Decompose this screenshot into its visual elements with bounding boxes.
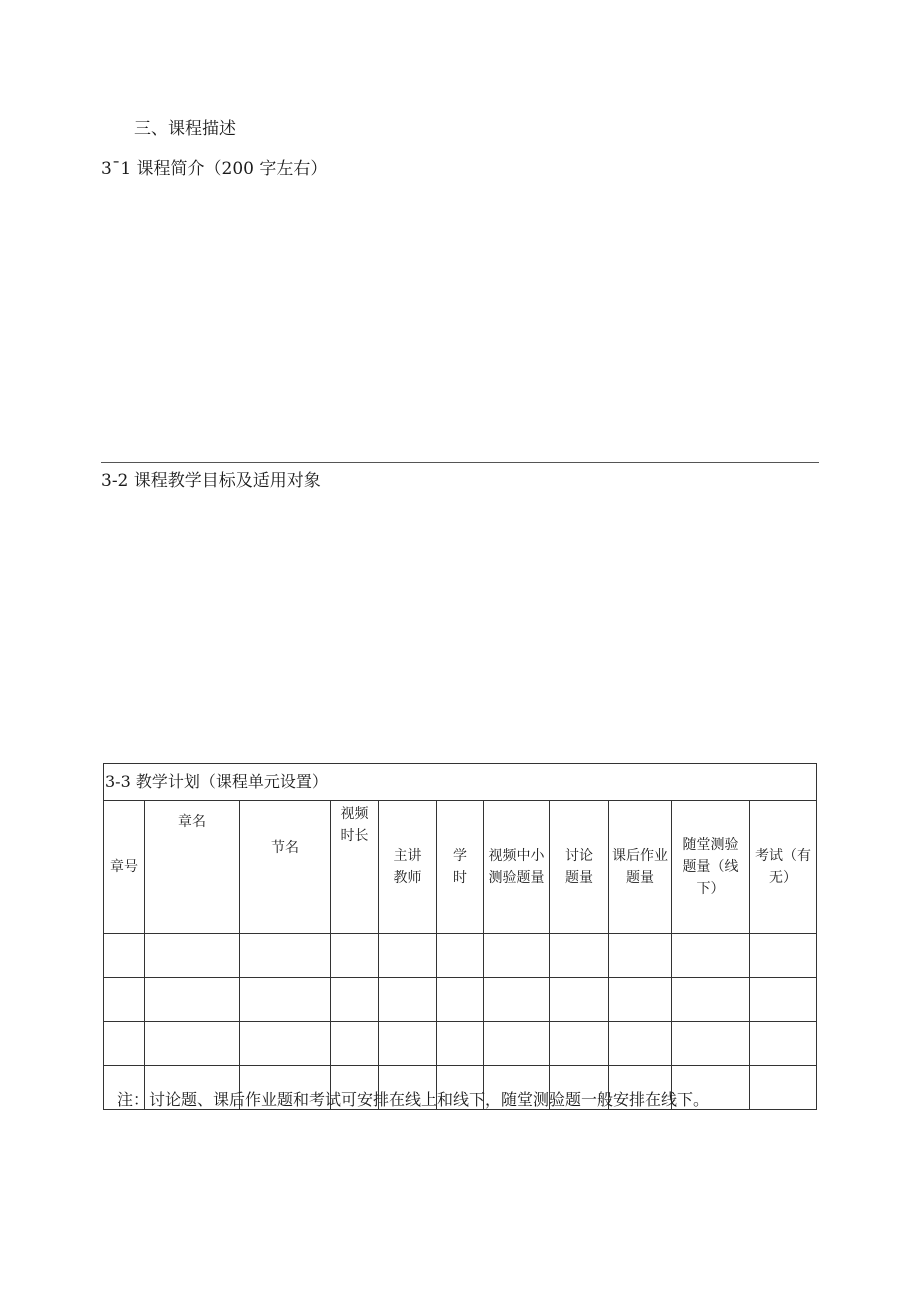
table-cell[interactable] xyxy=(240,978,331,1022)
header-homework: 课后作业题量 xyxy=(609,801,672,934)
table-cell[interactable] xyxy=(609,1022,672,1066)
course-goal-heading: 3-2 课程教学目标及适用对象 xyxy=(101,471,321,491)
table-cell[interactable] xyxy=(550,934,609,978)
table-title: 3-3 教学计划（课程单元设置） xyxy=(104,764,817,801)
table-cell[interactable] xyxy=(750,934,817,978)
table-cell[interactable] xyxy=(484,978,550,1022)
table-cell[interactable] xyxy=(331,1022,379,1066)
divider xyxy=(101,462,819,463)
header-lecturer: 主讲教师 xyxy=(379,801,437,934)
footnote: 注：讨论题、课后作业题和考试可安排在线上和线下，随堂测验题一般安排在线下。 xyxy=(117,1090,710,1109)
header-discussion: 讨论题量 xyxy=(550,801,609,934)
table-cell[interactable] xyxy=(437,934,484,978)
table-row xyxy=(104,934,817,978)
table-cell[interactable] xyxy=(437,978,484,1022)
table-cell[interactable] xyxy=(240,1022,331,1066)
table-cell[interactable] xyxy=(379,1022,437,1066)
table-cell[interactable] xyxy=(550,1022,609,1066)
table-cell[interactable] xyxy=(484,1022,550,1066)
table-cell[interactable] xyxy=(240,934,331,978)
table-cell[interactable] xyxy=(672,934,750,978)
table-cell[interactable] xyxy=(145,1022,240,1066)
header-chapter-name: 章名 xyxy=(145,801,240,934)
table-cell[interactable] xyxy=(672,978,750,1022)
table-cell[interactable] xyxy=(145,978,240,1022)
table-cell[interactable] xyxy=(379,934,437,978)
header-chapter-no: 章号 xyxy=(104,801,145,934)
table-cell[interactable] xyxy=(145,934,240,978)
table-row xyxy=(104,1022,817,1066)
header-class-hours: 学时 xyxy=(437,801,484,934)
header-video-quiz: 视频中小测验题量 xyxy=(484,801,550,934)
table-cell[interactable] xyxy=(104,978,145,1022)
table-cell[interactable] xyxy=(750,1066,817,1110)
table-cell[interactable] xyxy=(609,978,672,1022)
table-cell[interactable] xyxy=(104,934,145,978)
table-cell[interactable] xyxy=(750,1022,817,1066)
table-cell[interactable] xyxy=(379,978,437,1022)
header-exam: 考试（有无） xyxy=(750,801,817,934)
table-cell[interactable] xyxy=(750,978,817,1022)
table-cell[interactable] xyxy=(484,934,550,978)
course-intro-heading: 3¯1 课程简介（200 字左右） xyxy=(101,159,328,179)
table-cell[interactable] xyxy=(331,934,379,978)
header-class-quiz: 随堂测验题量（线下） xyxy=(672,801,750,934)
table-cell[interactable] xyxy=(609,934,672,978)
section-heading: 三、课程描述 xyxy=(134,119,236,139)
table-cell[interactable] xyxy=(331,978,379,1022)
teaching-plan-table xyxy=(103,763,817,1110)
header-video-duration: 视频时长 xyxy=(331,801,379,934)
table-cell[interactable] xyxy=(104,1022,145,1066)
table-row xyxy=(104,978,817,1022)
table-cell[interactable] xyxy=(672,1022,750,1066)
header-section-name: 节名 xyxy=(240,801,331,934)
table-cell[interactable] xyxy=(550,978,609,1022)
table-cell[interactable] xyxy=(437,1022,484,1066)
